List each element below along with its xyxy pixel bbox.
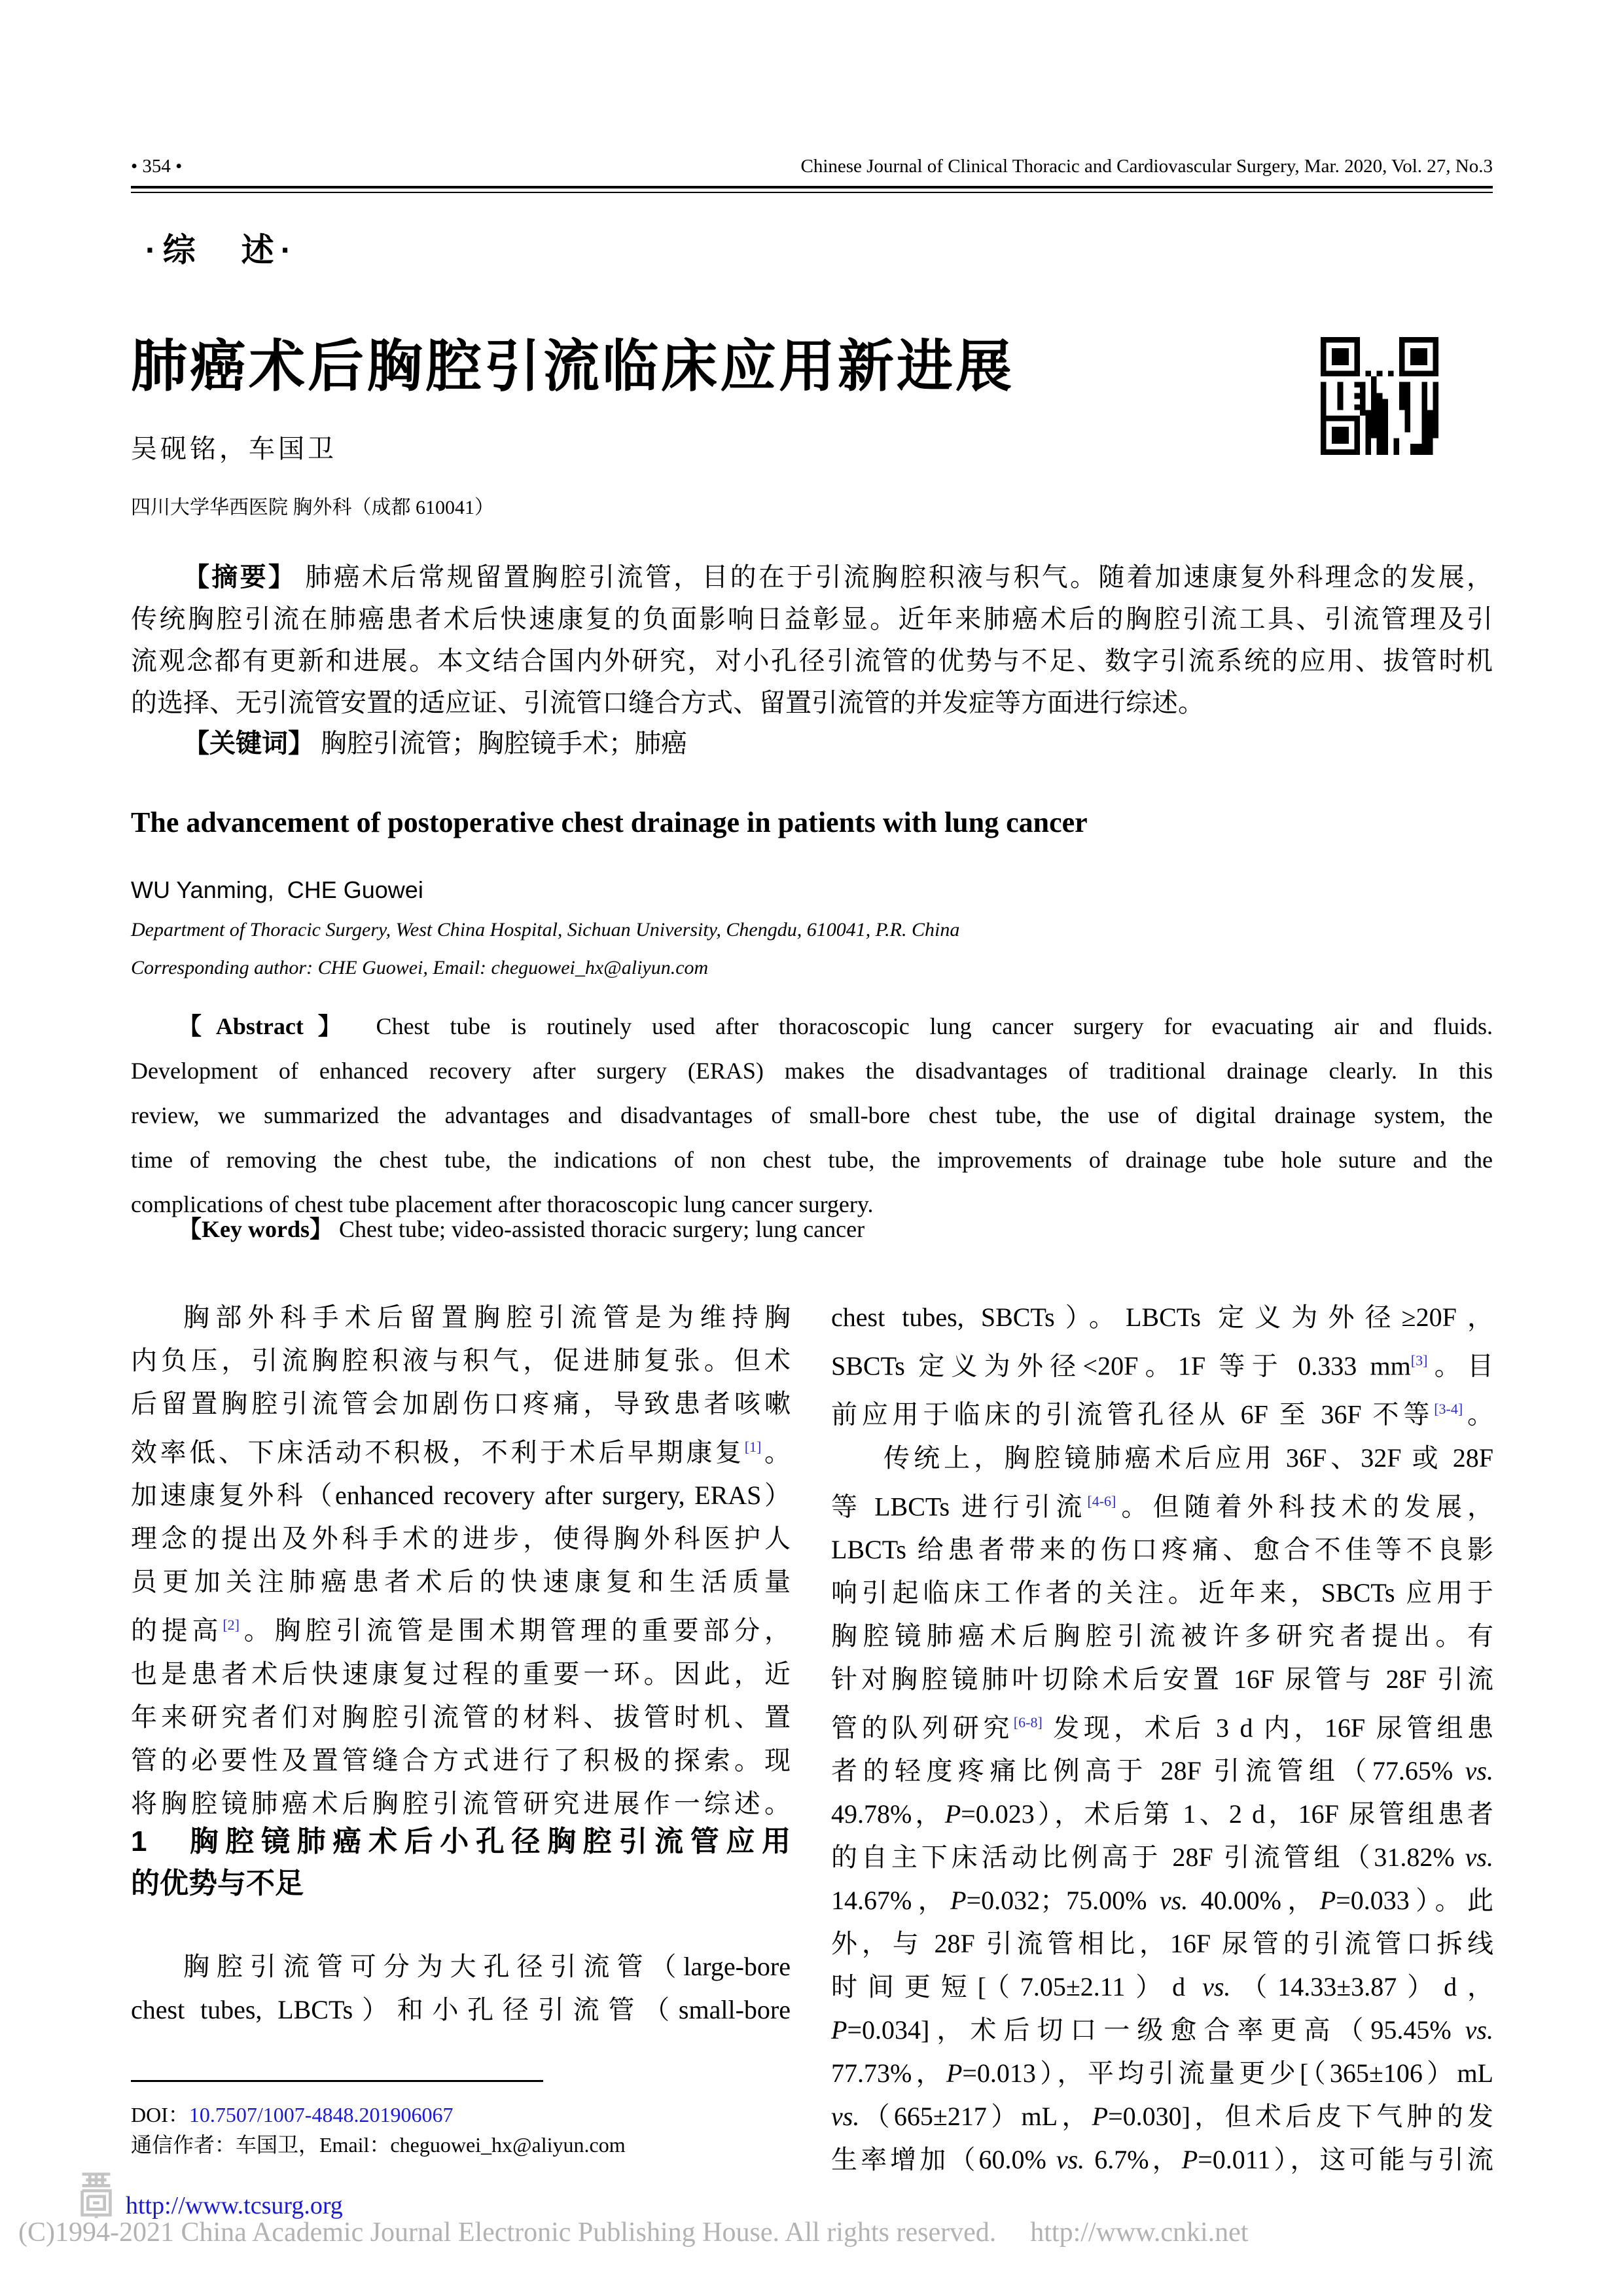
text-run: 发现，术后 3 d 内，16F 尿管组患 [1042, 1713, 1494, 1743]
text-run: vs. [1159, 1886, 1188, 1916]
text-run: vs. [1465, 2015, 1493, 2045]
text-run: （14.33±3.87）d， [1230, 1972, 1494, 2002]
text-run: 加速康复外科（enhanced recovery after surgery, ERAS） [131, 1480, 791, 1511]
text-run: （665±217）mL， [859, 2102, 1092, 2132]
text-run: 【关键词】 [183, 729, 314, 758]
text-run: complications of chest tube placement after thoracoscopic lung cancer surgery. [131, 1191, 874, 1217]
text-run: 40.00%， [1188, 1886, 1320, 1916]
text-run: P [831, 2015, 847, 2045]
page-header [131, 156, 1493, 177]
text-run: P [950, 1886, 967, 1916]
section-mark: ·综 述· [145, 232, 298, 268]
qr-code-graphic [1321, 337, 1438, 455]
text-run: 的优势与不足 [131, 1867, 304, 1899]
text-run: vs. [1465, 1842, 1493, 1873]
copyright-watermark [18, 2216, 1248, 2249]
copyright-text: (C)1994-2021 China Academic Journal Electronic Publishing House. All rights reserved. [18, 2217, 997, 2248]
text-run: 49.78%， [831, 1799, 945, 1829]
text-run: Chest tube; video-assisted thoracic surgery; lung cancer [333, 1216, 865, 1242]
header-rule [131, 186, 1493, 193]
text-run: 年来研究者们对胸腔引流管的材料、拔管时机、置 [131, 1702, 791, 1732]
reference-superscript: [3] [1410, 1352, 1428, 1369]
tcsurg-link[interactable]: http://www.tcsurg.org [126, 2192, 343, 2219]
cnki-url: http://www.cnki.net [1030, 2217, 1249, 2248]
text-run: P [946, 2058, 963, 2089]
reference-superscript: [2] [223, 1617, 240, 1634]
abstract-cn [131, 556, 1493, 724]
journal-title: Chinese Journal of Clinical Thoracic and Cardiovascular Surgery, Mar. 2020, Vol. 27, No.3 [800, 156, 1493, 177]
text-run: 胸腔镜肺癌术后胸腔引流被许多研究者提出。有 [831, 1621, 1493, 1651]
abstract-en [131, 1004, 1493, 1227]
text-run: P [1181, 2145, 1198, 2175]
text-run: 流观念都有更新和进展。本文结合国内外研究，对小孔径引流管的优势与不足、数字引流系统的应用、拔管时机 [131, 646, 1493, 675]
authors-cn: 吴砚铭，车国卫 [131, 434, 337, 463]
article-title-cn: 肺癌术后胸腔引流临床应用新进展 [131, 335, 1014, 398]
text-run: 【摘要】 [183, 563, 297, 592]
text-run: 的选择、无引流管安置的适应证、引流管口缝合方式、留置引流管的并发症等方面进行综述。 [131, 688, 1204, 717]
text-run: 响引起临床工作者的关注。近年来，SBCTs 应用于 [831, 1577, 1493, 1607]
reference-superscript: [4-6] [1087, 1492, 1116, 1509]
text-run: 针对胸腔镜肺叶切除术后安置 16F 尿管与 28F 引流 [831, 1664, 1493, 1694]
text-run: 肺癌术后常规留置胸腔引流管，目的在于引流胸腔积液与积气。随着加速康复外科理念的发展， [296, 562, 1493, 592]
text-run: chest tubes, LBCTs）和小孔径引流管（small-bore [131, 1995, 791, 2024]
text-run: =0.033）。此 [1336, 1886, 1493, 1916]
text-run: 胸腔引流管可分为大孔径引流管（large-bore [183, 1952, 791, 1981]
text-run: 生率增加（60.0% [831, 2145, 1056, 2175]
text-run: 管的必要性及置管缝合方式进行了积极的探索。现 [131, 1745, 791, 1775]
text-run: 胸部外科手术后留置胸腔引流管是为维持胸 [183, 1302, 791, 1332]
text-run: 者的轻度疼痛比例高于 28F 引流管组（77.65% [831, 1756, 1465, 1786]
footnote-rule [131, 2080, 543, 2082]
keywords-cn [131, 723, 1493, 764]
text-run: vs. [831, 2102, 860, 2132]
body-column-right [831, 1296, 1493, 2181]
text-run: 管的队列研究 [831, 1713, 1014, 1743]
text-run: 也是患者术后快速康复过程的重要一环。因此，近 [131, 1659, 791, 1689]
affiliation-cn: 四川大学华西医院 胸外科（成都 610041） [131, 497, 494, 518]
journal-seal-logo [75, 2170, 118, 2219]
seal-glyph [75, 2170, 118, 2219]
text-run: 的自主下床活动比例高于 28F 引流管组（31.82% [831, 1842, 1465, 1873]
text-run: 。目 [1427, 1351, 1494, 1381]
text-run: =0.013），平均引流量更少[（365±106）mL [962, 2058, 1493, 2089]
section-heading-1 [131, 1821, 791, 1905]
text-run: 。胸腔引流管是围术期管理的重要部分， [240, 1615, 791, 1645]
text-run: 前应用于临床的引流管孔径从 6F 至 36F 不等 [831, 1399, 1435, 1429]
body-column-left [131, 1296, 791, 1825]
text-run: 传统胸腔引流在肺癌患者术后快速康复的负面影响日益彰显。近年来肺癌术后的胸腔引流工具、引流管理及引 [131, 604, 1493, 634]
text-run: DOI： [131, 2103, 189, 2126]
text-run: Chest tube is routinely used after thoracoscopic lung cancer surgery for evacuating air and fluids. [355, 1013, 1493, 1039]
text-run: vs. [1465, 1756, 1493, 1786]
text-run: 。 [761, 1437, 791, 1467]
text-run: 后留置胸腔引流管会加剧伤口疼痛，导致患者咳嗽 [131, 1389, 791, 1418]
text-run: P [944, 1799, 961, 1829]
text-run: =0.032；75.00% [966, 1886, 1160, 1916]
corresponding-author-en: Corresponding author: CHE Guowei, Email: cheguowei_hx@aliyun.com [131, 957, 709, 978]
text-run: P [1319, 1886, 1336, 1916]
text-run: SBCTs 定义为外径<20F。1F 等于 0.333 mm [831, 1351, 1411, 1381]
text-run: 效率低、下床活动不积极，不利于术后早期康复 [131, 1437, 745, 1467]
reference-superscript: [1] [744, 1439, 762, 1455]
corresponding-author-cn [131, 2130, 851, 2160]
text-run: 6.7%， [1084, 2145, 1182, 2175]
text-run: =0.023），术后第 1、2 d，16F 尿管组患者 [961, 1799, 1493, 1829]
body-column-left-continued [131, 1945, 791, 2032]
text-run: 将胸腔镜肺癌术后胸腔引流管研究进展作一综述。 [131, 1788, 791, 1818]
text-run: 1 胸腔镜肺癌术后小孔径胸腔引流管应用 [131, 1825, 791, 1857]
text-run: 内负压，引流胸腔积液与积气，促进肺复张。但术 [131, 1346, 791, 1375]
qr-code [1321, 337, 1438, 455]
text-run: =0.030]，但术后皮下气肿的发 [1108, 2102, 1493, 2132]
page-number: • 354 • [131, 156, 183, 177]
text-run: 【Key words】 [178, 1216, 333, 1242]
reference-superscript: [3-4] [1434, 1401, 1463, 1418]
text-run: 胸腔引流管；胸腔镜手术；肺癌 [314, 728, 687, 758]
text-run: vs. [1202, 1972, 1231, 2002]
affiliation-en: Department of Thoracic Surgery, West China Hospital, Sichuan University, Chengdu, 610041, P.R. China [131, 919, 960, 941]
text-run: 理念的提出及外科手术的进步，使得胸外科医护人 [131, 1524, 791, 1554]
link-text[interactable]: 10.7507/1007-4848.201906067 [188, 2103, 454, 2126]
text-run: 77.73%， [831, 2058, 946, 2089]
text-run: Development of enhanced recovery after surgery (ERAS) makes the disadvantages of traditional drainage clearly. In this [131, 1058, 1493, 1084]
keywords-en [131, 1207, 1493, 1251]
text-run: LBCTs 给患者带来的伤口疼痛、愈合不佳等不良影 [831, 1534, 1493, 1564]
text-run: =0.011），这可能与引流 [1198, 2145, 1493, 2175]
text-run: 传统上，胸腔镜肺癌术后应用 36F、32F 或 28F [883, 1443, 1493, 1473]
text-run: P [1092, 2102, 1109, 2132]
text-run: review, we summarized the advantages and disadvantages of small-bore chest tube, the use of digital drainage system, the [131, 1102, 1493, 1128]
text-run: =0.034]，术后切口一级愈合率更高（95.45% [847, 2015, 1465, 2045]
text-run: 。 [1463, 1399, 1494, 1429]
reference-superscript: [6-8] [1013, 1713, 1043, 1731]
text-run: 的提高 [131, 1615, 223, 1645]
text-run: 等 LBCTs 进行引流 [831, 1491, 1088, 1521]
text-run: time of removing the chest tube, the indications of non chest tube, the improvements of drainage tube hole suture and the [131, 1147, 1493, 1173]
authors-en: WU Yanming, CHE Guowei [131, 876, 423, 903]
text-run: 员更加关注肺癌患者术后的快速康复和生活质量 [131, 1567, 791, 1597]
text-run: 时间更短[（7.05±2.11）d [831, 1972, 1203, 2002]
text-run: 通信作者：车国卫，Email：cheguowei_hx@aliyun.com [131, 2133, 626, 2157]
text-run: 14.67%， [831, 1886, 951, 1916]
text-run: vs. [1056, 2145, 1085, 2175]
text-run: chest tubes, SBCTs）。LBCTs 定义为外径≥20F， [831, 1302, 1493, 1332]
text-run: 外，与 28F 引流管相比，16F 尿管的引流管口拆线 [831, 1929, 1493, 1959]
article-title-en: The advancement of postoperative chest drainage in patients with lung cancer [131, 806, 1088, 838]
text-run: 【Abstract】 [178, 1013, 356, 1039]
text-run: 。但随着外科技术的发展， [1116, 1491, 1494, 1521]
doi-line [131, 2100, 851, 2130]
